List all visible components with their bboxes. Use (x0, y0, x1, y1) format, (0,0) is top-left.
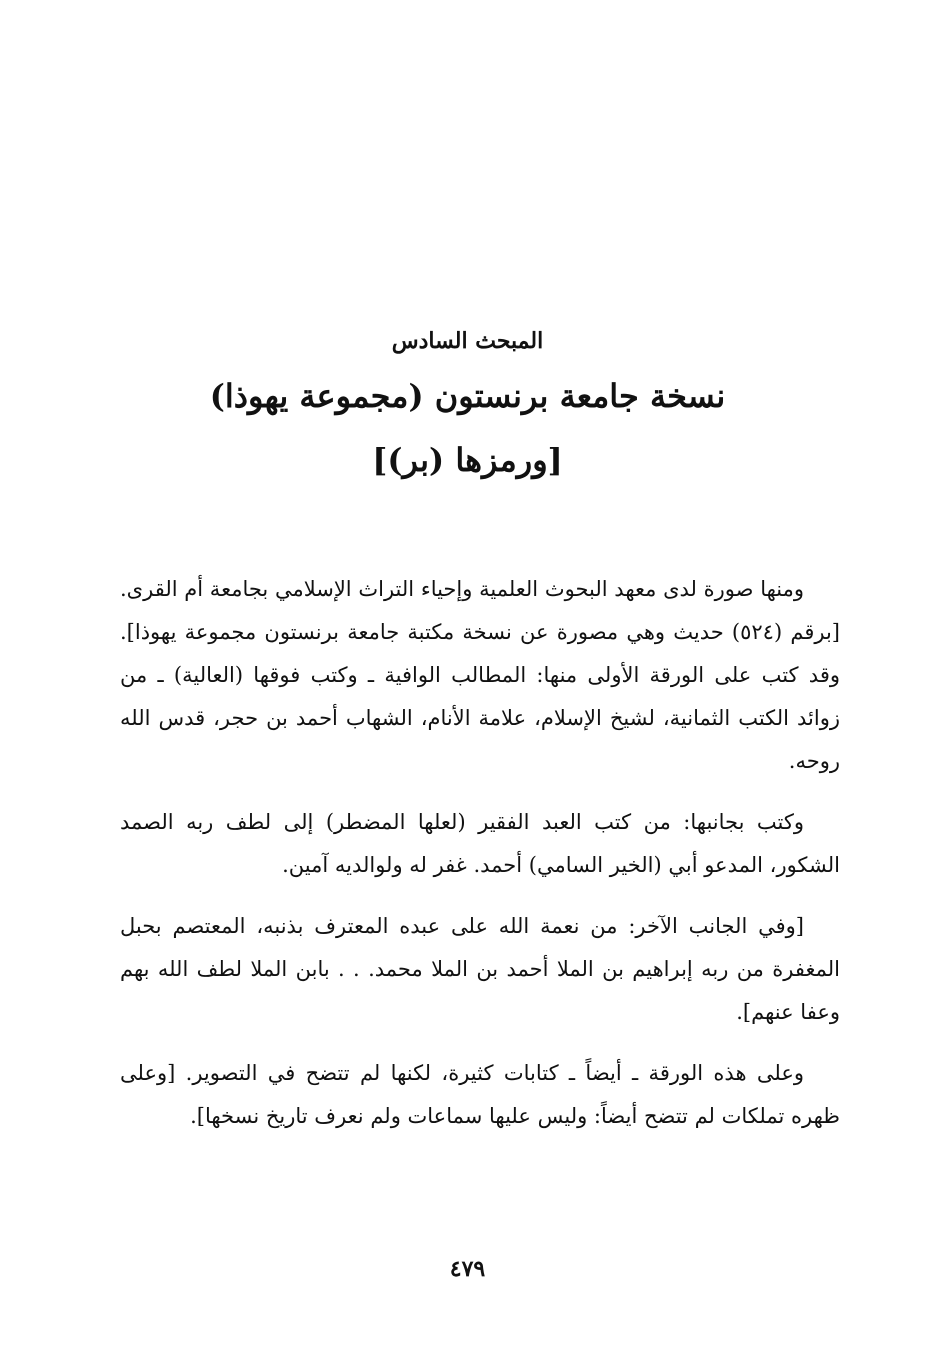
paragraph-1: ومنها صورة لدى معهد البحوث العلمية وإحياء التراث الإسلامي بجامعة أم القرى. [برقم (٥٢٤) حديث وهي مصورة عن نسخة مكتبة جامعة برنستون مجموعة يهوذا]. وقد كتب على الورقة الأولى منها: المطالب الوافية ـ وكتب فوقها (العالية) ـ من زوائد الكتب الثمانية، لشيخ الإسلام، علامة الأنام، الشهاب أحمد بن حجر، قدس الله روحه. (120, 577, 840, 773)
page-number: ٤٧٩ (449, 1256, 486, 1282)
paragraph-3: [وفي الجانب الآخر: من نعمة الله على عبده المعترف بذنبه، المعتصم بحبل المغفرة من ربه إبراهيم بن الملا أحمد بن الملا محمد. . . بابن الملا لطف الله بهم وعفا عنهم]. (120, 914, 840, 1024)
paragraph-4: وعلى هذه الورقة ـ أيضاً ـ كتابات كثيرة، لكنها لم تتضح في التصوير. [وعلى ظهره تملكات لم تتضح أيضاً: وليس عليها سماعات ولم نعرف تاريخ نسخها]. (120, 1061, 840, 1128)
chapter-title: نسخة جامعة برنستون (مجموعة يهوذا) (209, 377, 726, 415)
chapter-subtitle: [ورمزها (بر)] (372, 441, 563, 479)
body-text (120, 568, 840, 1156)
paragraph-2: وكتب بجانبها: من كتب العبد الفقير (لعلها المضطر) إلى لطف ربه الصمد الشكور، المدعو أبي (الخير السامي) أحمد. غفر له ولوالديه آمين. (120, 810, 840, 877)
chapter-header (0, 318, 935, 492)
section-label: المبحث السادس (391, 328, 544, 354)
